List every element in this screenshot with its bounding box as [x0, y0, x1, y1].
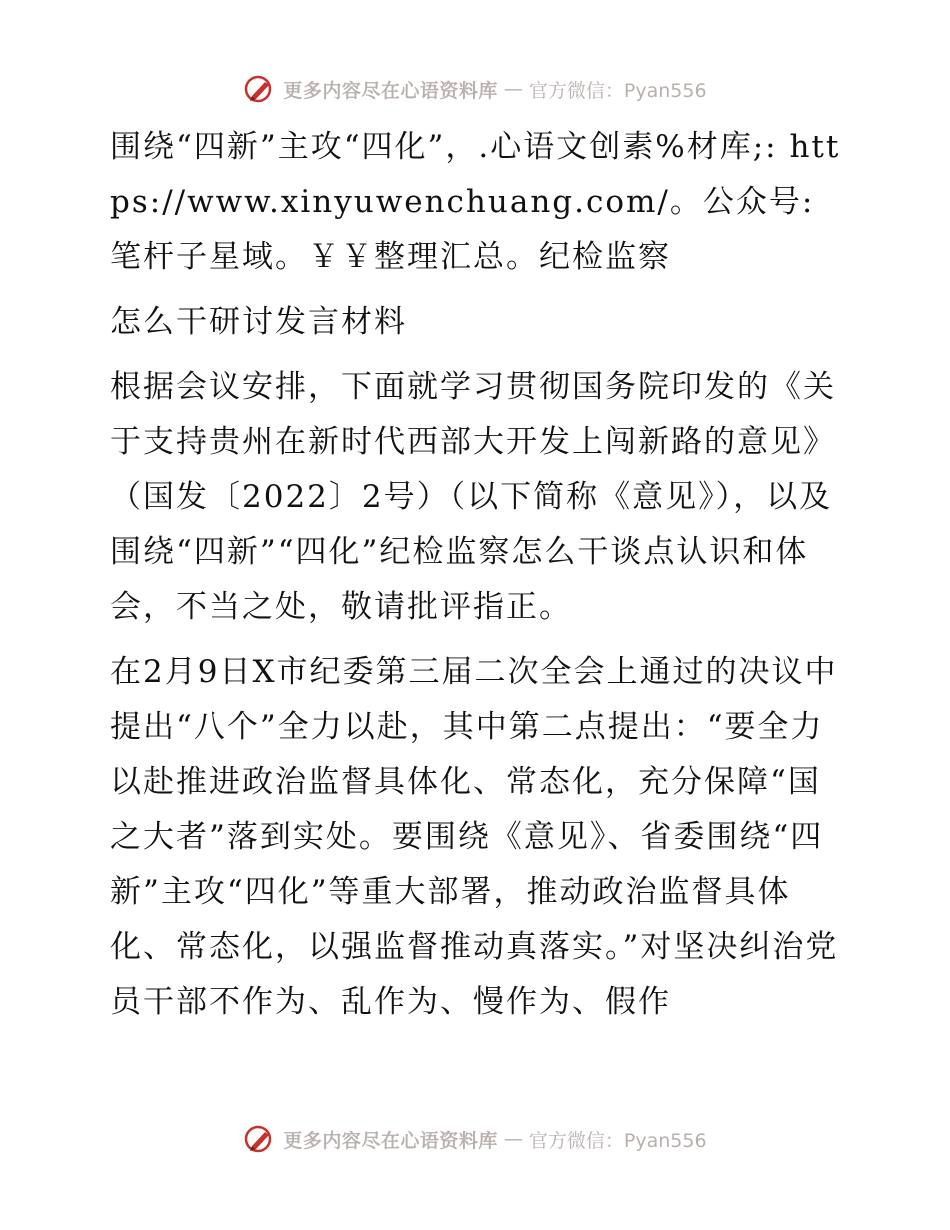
paragraph-title-line: 怎么干研讨发言材料 [110, 304, 407, 340]
header-separator: — [503, 78, 523, 100]
paragraph-intro: 围绕“四新”主攻“四化”，.心语文创素%材库;: https://www.xinyuwenchuang.com/。公众号: 笔杆子星域。￥￥整理汇总。纪检监察 [110, 129, 841, 275]
footer-wechat-text: 官方微信：Pyan556 [528, 1129, 707, 1152]
paragraph-resolution: 在2月9日X市纪委第三届二次全会上通过的决议中提出“八个”全力以赴，其中第二点提出：“要全力以赴推进政治监督具体化、常态化，充分保障“国之大者”落到实处。要围绕《意见》、省委围绕“四新”主攻“四化”等重大部署，推动政治监督具体化、常态化，以强监督推动真落实。”对坚决纠治党员干部不作为、乱作为、慢作为、假作 [110, 654, 839, 1020]
pen-logo-icon [243, 74, 277, 104]
footer-promo-text: 更多内容尽在心语资料库 [283, 1129, 498, 1152]
header-watermark-banner [0, 74, 950, 104]
footer-watermark-banner [0, 1124, 950, 1154]
header-promo-text: 更多内容尽在心语资料库 [283, 79, 498, 102]
paragraph-opening: 根据会议安排，下面就学习贯彻国务院印发的《关于支持贵州在新时代西部大开发上闯新路的意见》（国发〔2022〕2号）（以下简称《意见》），以及围绕“四新”“四化”纪检监察怎么干谈点认识和体会，不当之处，敬请批评指正。 [110, 369, 836, 625]
pen-logo-icon [243, 1124, 277, 1154]
document-body [100, 120, 852, 1030]
footer-separator: — [503, 1128, 523, 1150]
header-wechat-text: 官方微信：Pyan556 [528, 79, 707, 102]
